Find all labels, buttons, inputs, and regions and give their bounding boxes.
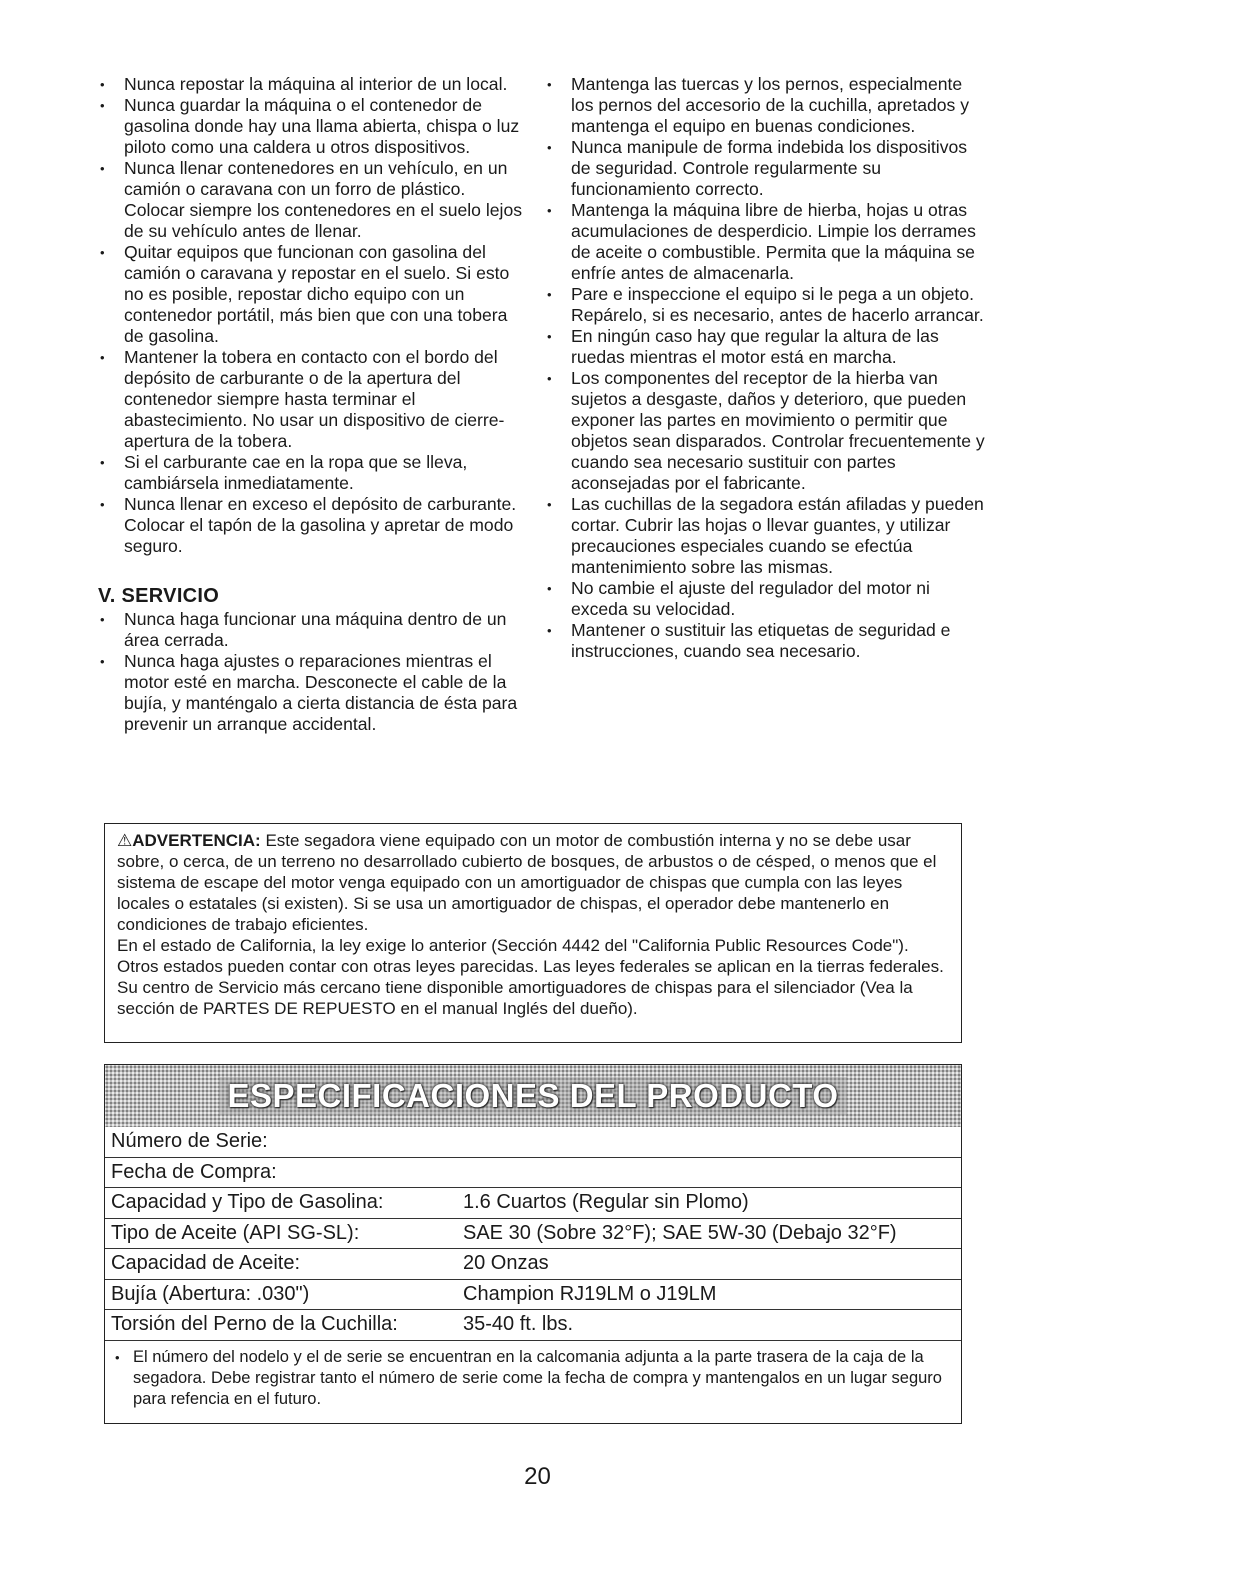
warning-text: Este segadora viene equipado con un motor de combustión interna y no se debe usar sobre, o cerca, de un terreno no desarrollado cubierto de bosques, de arbustos o de césped, o menos que el sistema de escape del motor venga equipado con un amortiguador de chispas que cumpla con las leyes locales o estatales (si existen). Si se usa un amortiguador de chispas, el operador debe mantenerlo en condiciones de trabajo eficientes.	[117, 831, 937, 934]
spec-label: Bujía (Abertura: .030")	[111, 1282, 310, 1305]
spec-value: 1.6 Cuartos (Regular sin Plomo)	[463, 1191, 749, 1214]
spec-row-purchase-date	[105, 1158, 961, 1189]
list-item: • Pare e inspeccione el equipo si le pega a un objeto. Repárelo, si es necesario, antes de hacerlo arrancar.	[545, 284, 985, 326]
warning-paragraph-california: En el estado de California, la ley exige lo anterior (Sección 4442 del "California Public Resources Code"). Otros estados pueden contar con otras leyes parecidas. Las leyes federales se aplican en la tierras federales. Su centro de Servicio más cercano tiene disponible amortiguadores de chispas para el silenciador (Vea la sección de PARTES DE REPUESTO en el manual Inglés del dueño).	[117, 936, 944, 1018]
list-item: • No cambie el ajuste del regulador del motor ni exceda su velocidad.	[545, 578, 985, 620]
list-item: • Nunca llenar contenedores en un vehículo, en un camión o caravana con un forro de plástico. Colocar siempre los contenedores en el suelo lejos de su vehículo antes de llenar.	[98, 158, 528, 242]
spec-label: Capacidad de Aceite:	[111, 1252, 301, 1275]
spec-value: 20 Onzas	[463, 1252, 549, 1275]
spec-row-blade-torque	[105, 1310, 961, 1341]
list-item: • Mantener o sustituir las etiquetas de seguridad e instrucciones, cuando sea necesario.	[545, 620, 985, 662]
spec-note: • El número del nodelo y el de serie se encuentran en la calcomania adjunta a la parte trasera de la caja de la segadora. Debe registrar tanto el número de serie come la fecha de compra y mantengalos en un lugar seguro para refencia en el futuro.	[105, 1341, 961, 1410]
service-list	[98, 609, 528, 735]
page-number: 20	[524, 1463, 551, 1490]
warning-label: ADVERTENCIA:	[132, 831, 261, 850]
list-item: • En ningún caso hay que regular la altura de las ruedas mientras el motor está en marcha.	[545, 326, 985, 368]
list-item: • Nunca haga funcionar una máquina dentro de un área cerrada.	[98, 609, 528, 651]
spec-row-oil-capacity	[105, 1249, 961, 1280]
fueling-safety-list	[98, 74, 528, 557]
spec-label: Fecha de Compra:	[111, 1160, 277, 1183]
list-item: • Mantenga la máquina libre de hierba, hojas u otras acumulaciones de desperdicio. Limpie los derrames de aceite o combustible. Permita que la máquina se enfríe antes de almacenarla.	[545, 200, 985, 284]
spec-value: 35-40 ft. lbs.	[463, 1313, 574, 1336]
warning-box	[104, 823, 962, 1043]
list-item: • Nunca guardar la máquina o el contenedor de gasolina donde hay una llama abierta, chispa o luz piloto como una caldera u otros dispositivos.	[98, 95, 528, 158]
section-title-servicio: V. SERVICIO	[98, 585, 220, 607]
list-item: • Los componentes del receptor de la hierba van sujetos a desgaste, daños y deterioro, que pueden exponer las partes en movimiento o permitir que objetos sean disparados. Controlar frecuentemente y cuando sea necesario sustituir con partes aconsejadas por el fabricante.	[545, 368, 985, 494]
spec-row-spark-plug	[105, 1280, 961, 1311]
spec-value: SAE 30 (Sobre 32°F); SAE 5W-30 (Debajo 32°F)	[463, 1221, 897, 1244]
list-item: • Las cuchillas de la segadora están afiladas y pueden cortar. Cubrir las hojas o llevar guantes, y utilizar precauciones especiales cuando se efectúa mantenimiento sobre las mismas.	[545, 494, 985, 578]
list-item: • Nunca llenar en exceso el depósito de carburante. Colocar el tapón de la gasolina y apretar de modo seguro.	[98, 494, 528, 557]
list-item: • Si el carburante cae en la ropa que se lleva, cambiársela inmediatamente.	[98, 452, 528, 494]
left-column	[98, 74, 528, 735]
spec-label: Torsión del Perno de la Cuchilla:	[111, 1313, 398, 1336]
spec-label: Número de Serie:	[111, 1130, 268, 1153]
list-item: • Quitar equipos que funcionan con gasolina del camión o caravana y repostar en el suelo. Si esto no es posible, repostar dicho equipo con un contenedor portátil, más bien que con una tobera de gasolina.	[98, 242, 528, 347]
list-item: • Nunca manipule de forma indebida los dispositivos de seguridad. Controle regularmente su funcionamiento correcto.	[545, 137, 985, 200]
spec-row-fuel	[105, 1188, 961, 1219]
list-item: • Mantenga las tuercas y los pernos, especialmente los pernos del accesorio de la cuchilla, apretados y mantenga el equipo en buenas condiciones.	[545, 74, 985, 137]
list-item: • Nunca repostar la máquina al interior de un local.	[98, 74, 528, 95]
warning-triangle-icon: ⚠	[117, 831, 133, 850]
right-column	[545, 74, 985, 662]
warning-paragraph	[117, 830, 947, 935]
product-specifications	[104, 1064, 962, 1424]
list-item: • Mantener la tobera en contacto con el bordo del depósito de carburante o de la apertura del contenedor siempre hasta terminar el abastecimiento. No usar un dispositivo de cierre-apertura de la tobera.	[98, 347, 528, 452]
spec-title: ESPECIFICACIONES DEL PRODUCTO	[219, 1077, 846, 1115]
list-item: • Nunca haga ajustes o reparaciones mientras el motor esté en marcha. Desconecte el cable de la bujía, y manténgalo a cierta distancia de ésta para prevenir un arranque accidental.	[98, 651, 528, 735]
spec-label: Capacidad y Tipo de Gasolina:	[111, 1191, 384, 1214]
spec-value: Champion RJ19LM o J19LM	[463, 1282, 717, 1305]
maintenance-list	[545, 74, 985, 662]
spec-row-oil-type	[105, 1219, 961, 1250]
spec-label: Tipo de Aceite (API SG-SL):	[111, 1221, 360, 1244]
spec-banner	[105, 1065, 961, 1127]
spec-row-serial	[105, 1127, 961, 1158]
